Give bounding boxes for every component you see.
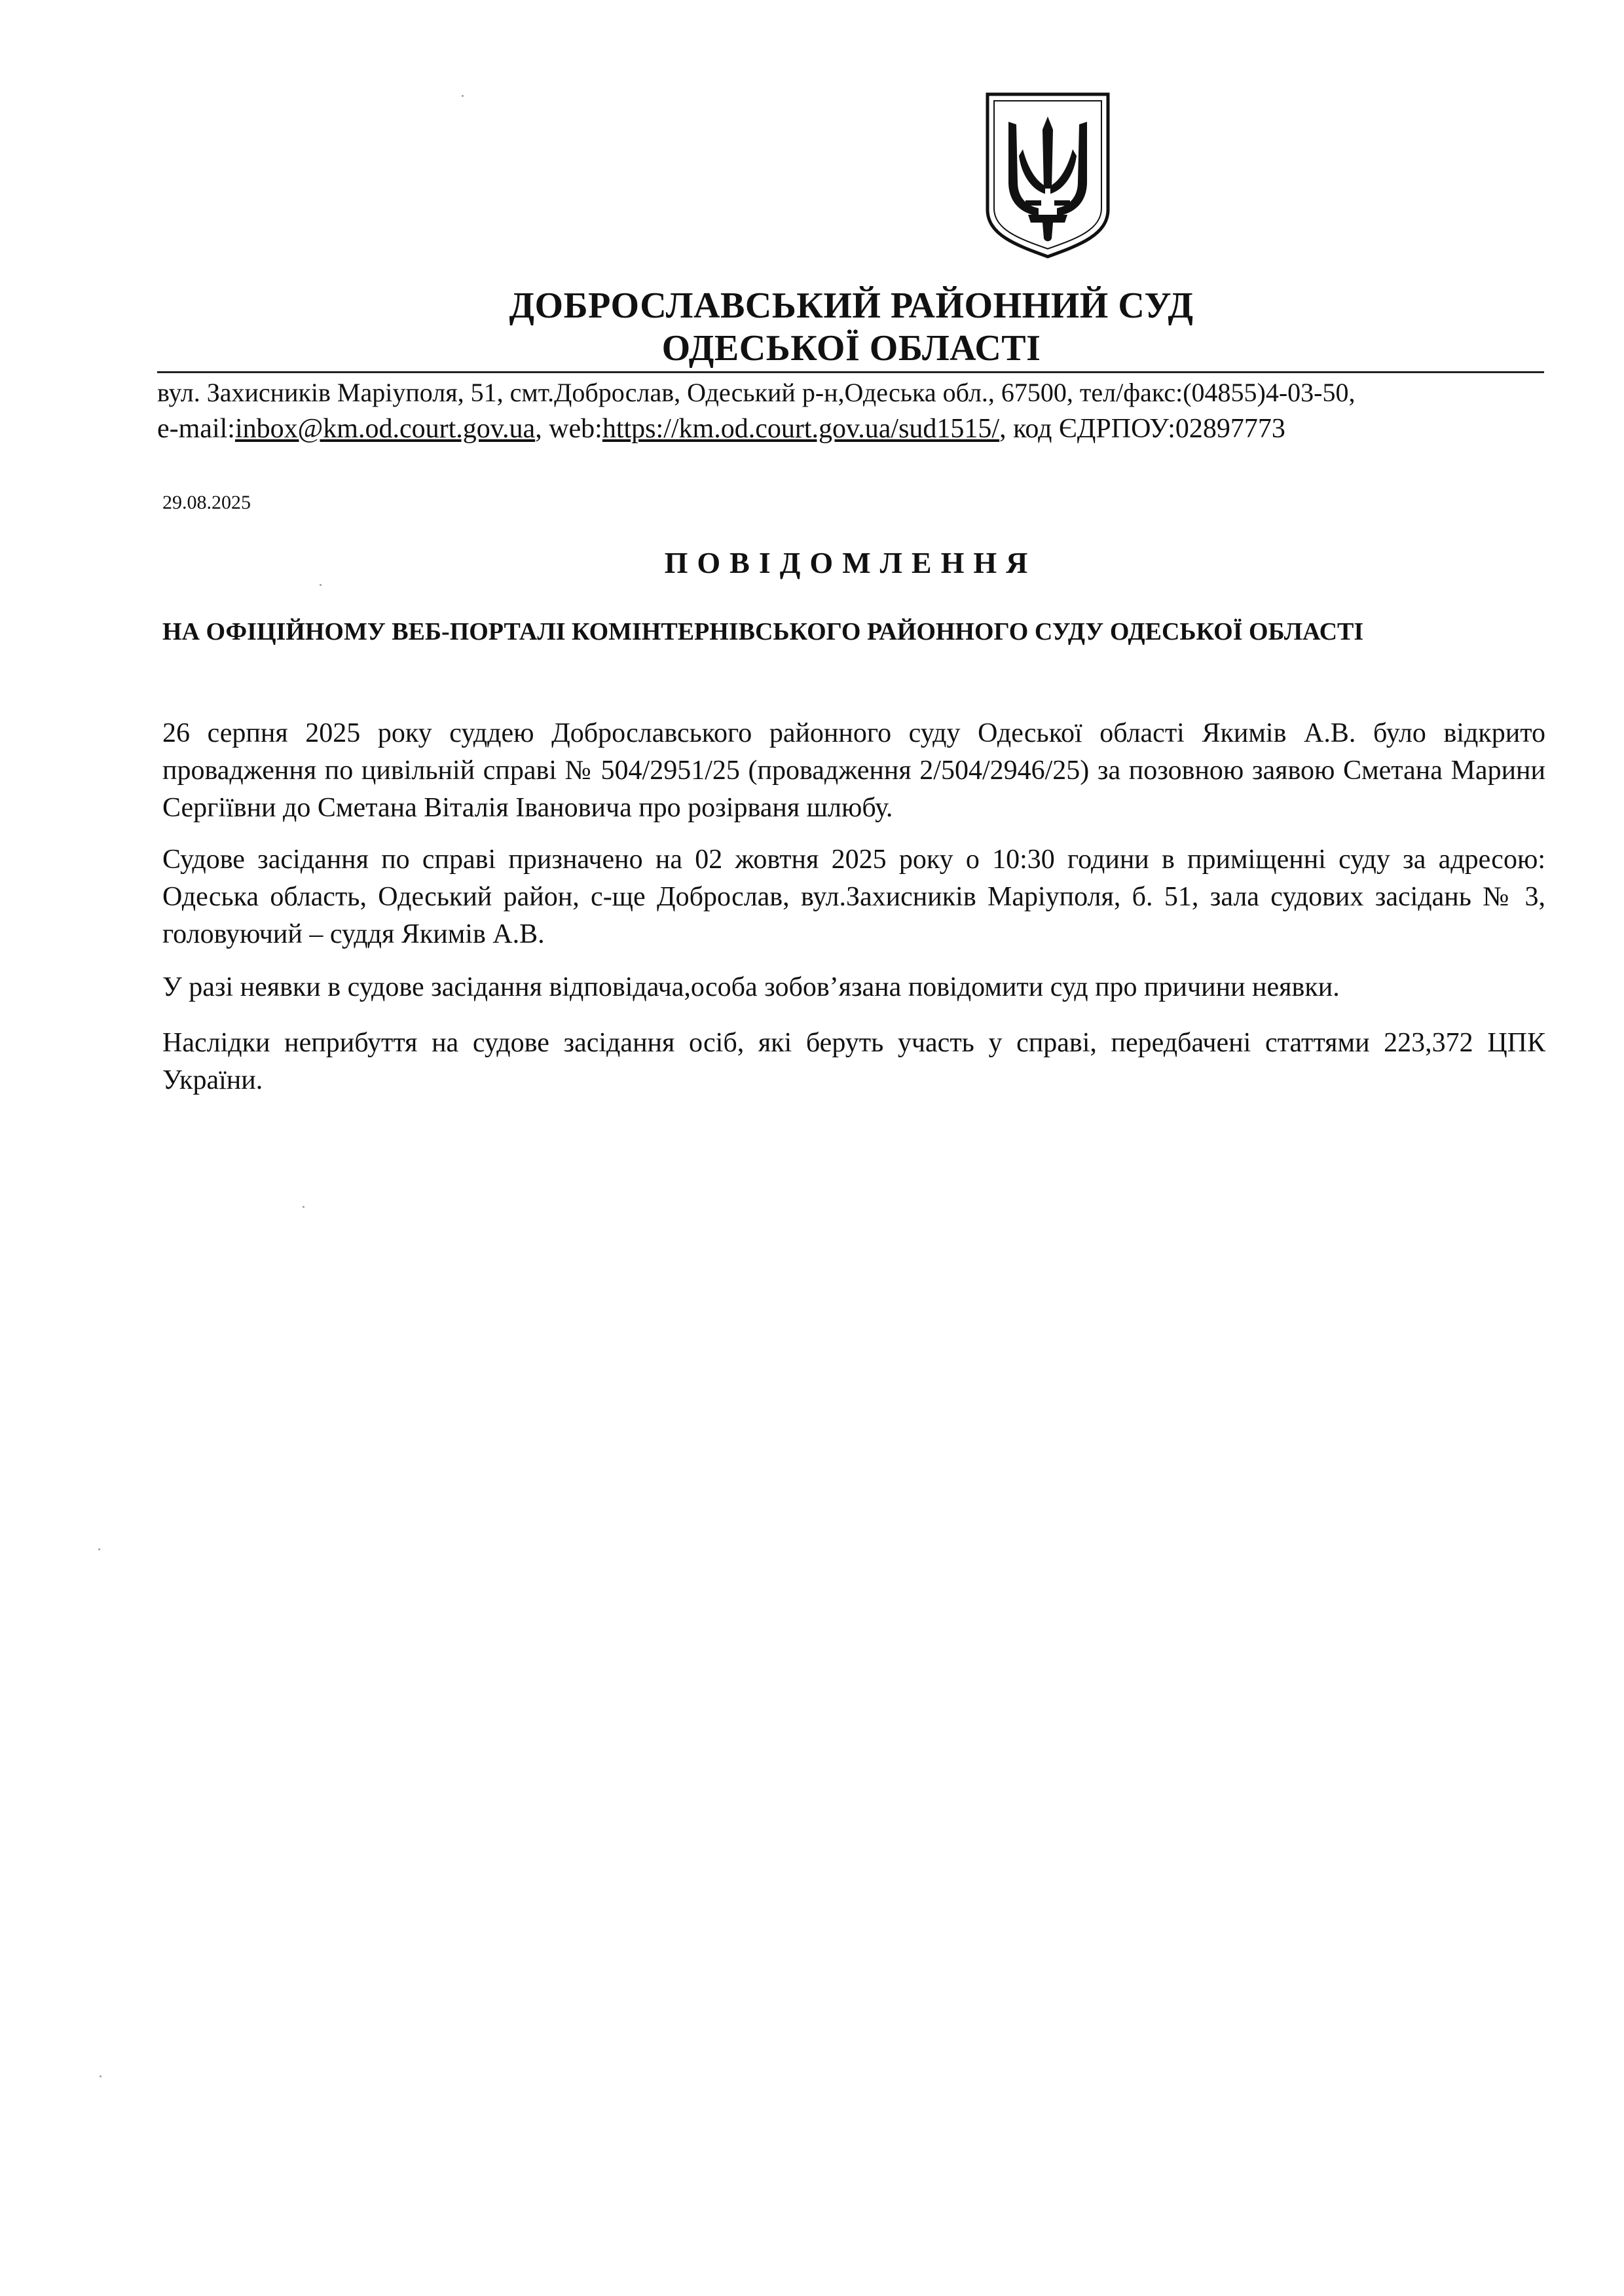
web-prefix: , web:: [535, 414, 602, 444]
scan-speck: [98, 1548, 100, 1550]
website-link[interactable]: https://km.od.court.gov.ua/sud1515/: [602, 414, 1000, 444]
court-name-line2: ОДЕСЬКОЇ ОБЛАСТІ: [661, 328, 1041, 369]
court-contacts: [157, 412, 1545, 445]
paragraph-case-opened: 26 серпня 2025 року суддею Доброславського районного суду Одеської області Якимів А.В. було відкрито провадження по цивільній справі № 504/2951/25 (провадження 2/504/2946/25) за позовною заявою Сметана Марини Сергіївни до Сметана Віталія Івановича про розірваня шлюбу.: [162, 718, 1545, 823]
scan-speck: [100, 2075, 101, 2077]
header-divider: [157, 371, 1544, 373]
paragraph-consequences: Наслідки неприбуття на судове засідання осіб, які беруть участь у справі, передбачені статтями 223,372 ЦПК України.: [162, 1028, 1545, 1095]
email-prefix: e-mail:: [157, 414, 235, 444]
paragraph-absence-notice: У разі неявки в судове засідання відповідача,особа зобов’язана повідомити суд про причини неявки.: [162, 972, 1340, 1002]
court-address: вул. Захисників Маріуполя, 51, смт.Доброслав, Одеський р-н,Одеська обл., 67500, тел/факс:(04855)4-03-50,: [157, 378, 1356, 407]
notice-subheading: НА ОФІЦІЙНОМУ ВЕБ-ПОРТАЛІ КОМІНТЕРНІВСЬКОГО РАЙОННОГО СУДУ ОДЕСЬКОЇ ОБЛАСТІ: [162, 618, 1364, 646]
paragraph-hearing-details: Судове засідання по справі призначено на 02 жовтня 2025 року о 10:30 години в приміщенні суду за адресою: Одеська область, Одеський район, с-ще Доброслав, вул.Захисників Маріуполя, б. 51, зала судових засідань № 3, головуючий – суддя Якимів А.В.: [162, 845, 1545, 949]
email-link[interactable]: inbox@km.od.court.gov.ua: [234, 414, 536, 444]
trident-coat-of-arms-icon: [982, 90, 1113, 259]
scan-speck: [462, 95, 464, 97]
edrpou-code: , код ЄДРПОУ:02897773: [999, 414, 1285, 444]
court-name-line1: ДОБРОСЛАВСЬКИЙ РАЙОННИЙ СУД: [509, 285, 1194, 326]
scan-speck: [303, 1206, 304, 1208]
notice-heading: ПОВІДОМЛЕННЯ: [664, 546, 1037, 579]
scan-speck: [320, 584, 322, 586]
document-date: 29.08.2025: [162, 492, 251, 513]
